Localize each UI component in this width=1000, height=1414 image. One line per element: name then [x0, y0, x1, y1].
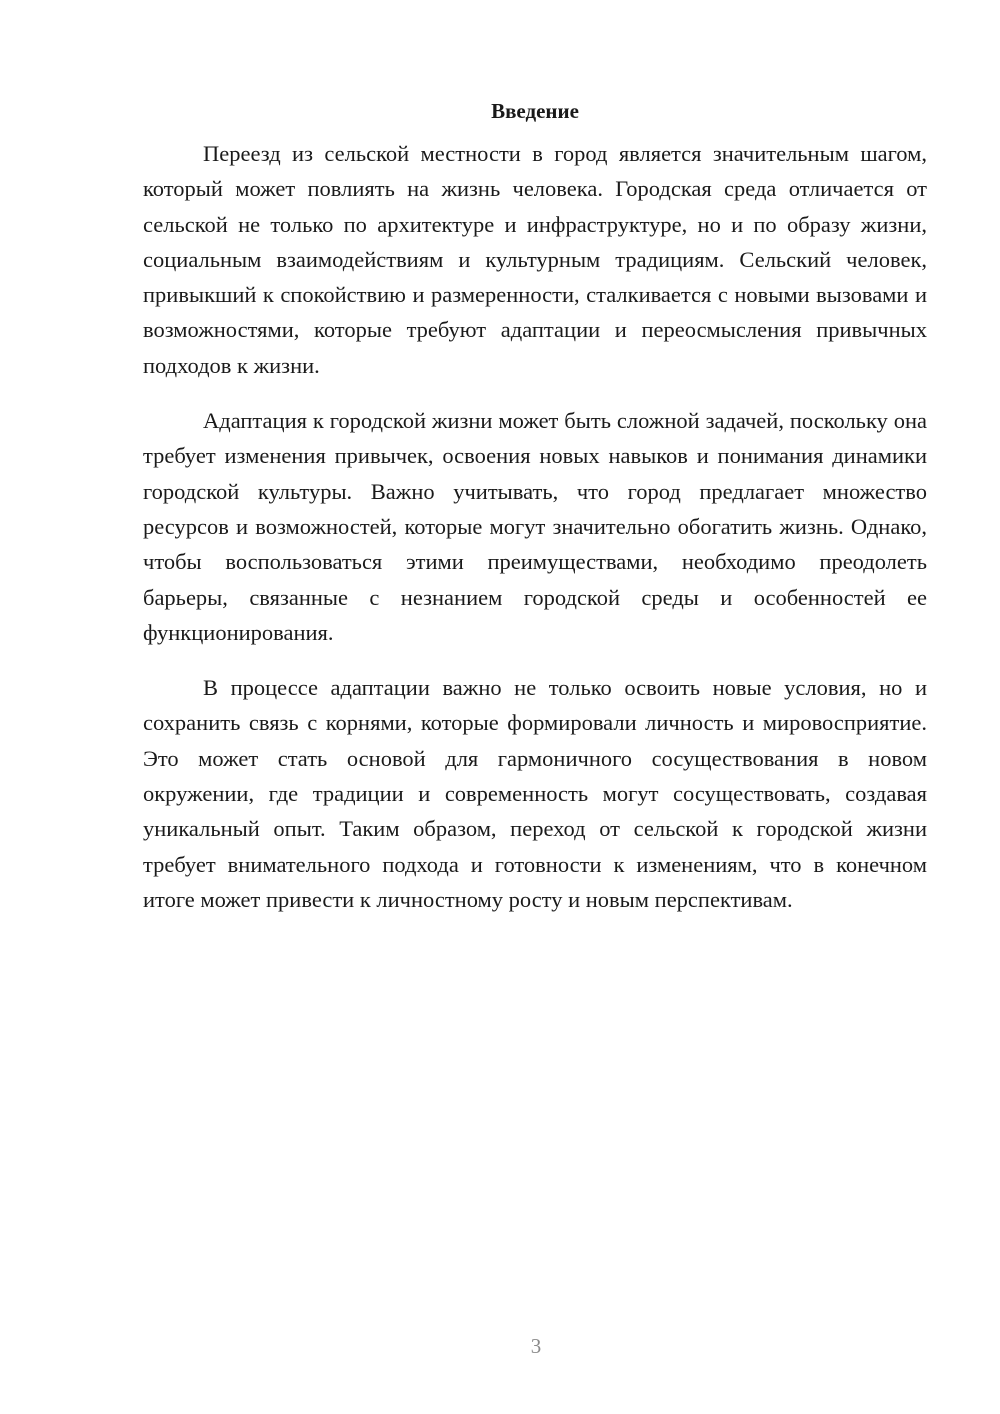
- page-number: 3: [530, 1334, 542, 1358]
- page-content: [143, 96, 927, 917]
- section-heading: Введение: [491, 99, 579, 123]
- paragraph-1: Переезд из сельской местности в город является значительным шагом, который может повлиять на жизнь человека. Городская среда отличается от сельской не только по архитектуре и инфраструктуре, но и по образу жизни, социальным взаимодействиям и культурным традициям. Сельский человек, привыкший к спокойствию и размеренности, сталкивается с новыми вызовами и возможностями, которые требуют адаптации и переосмысления привычных подходов к жизни.: [143, 141, 927, 378]
- paragraph-3: В процессе адаптации важно не только освоить новые условия, но и сохранить связь с корнями, которые формировали личность и мировосприятие. Это может стать основой для гармоничного сосуществования в новом окружении, где традиции и современность могут сосуществовать, создавая уникальный опыт. Таким образом, переход от сельской к городской жизни требует внимательного подхода и готовности к изменениям, что в конечном итоге может привести к личностному росту и новым перспективам.: [143, 675, 927, 912]
- paragraph-2: Адаптация к городской жизни может быть сложной задачей, поскольку она требует изменения привычек, освоения новых навыков и понимания динамики городской культуры. Важно учитывать, что город предлагает множество ресурсов и возможностей, которые могут значительно обогатить жизнь. Однако, чтобы воспользоваться этими преимуществами, необходимо преодолеть барьеры, связанные с незнанием городской среды и особенностей ее функционирования.: [143, 408, 927, 645]
